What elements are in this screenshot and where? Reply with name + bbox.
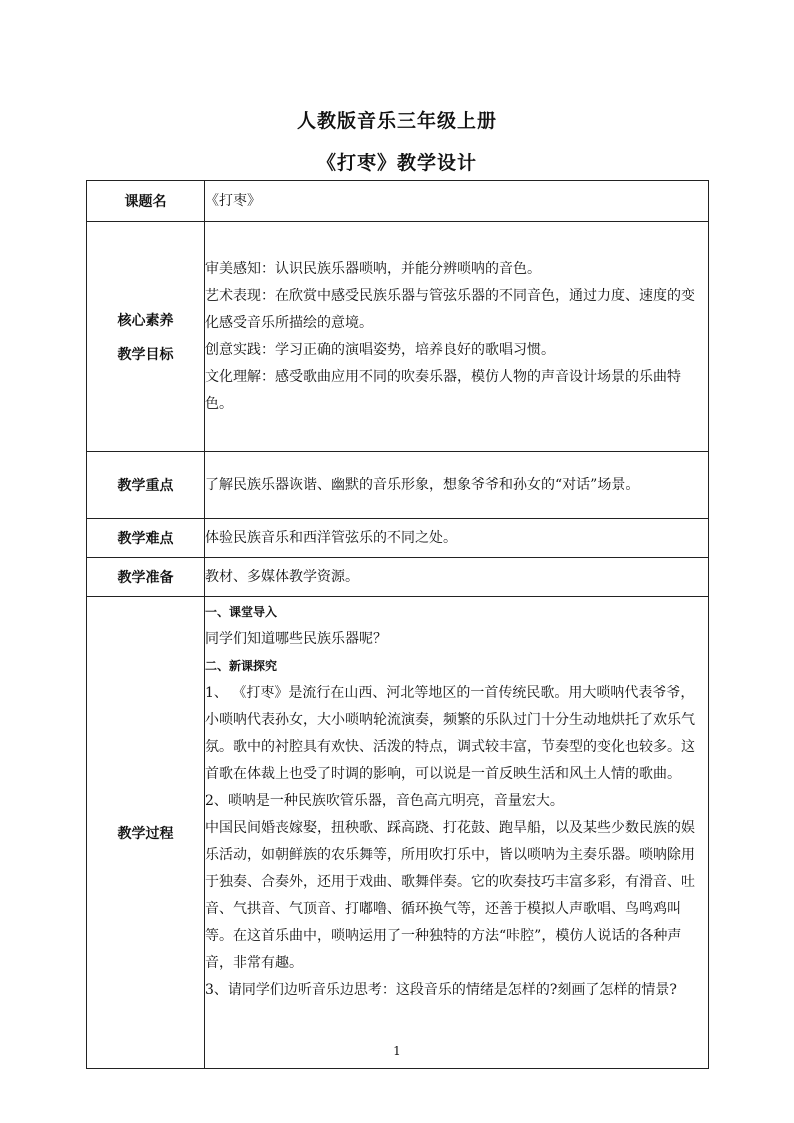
goals-label-line1: 核心素养 [117, 312, 174, 329]
process-item-2-detail: 中国民间婚丧嫁娶，扭秧歌、踩高跷、打花鼓、跑旱船，以及某些少数民族的娱乐活动，如朝鲜族的农乐舞等，所用吹打乐中，皆以唢呐为主奏乐器。唢呐除用于独奏、合奏外，还用于戏曲、歌舞伴奏。它的吹奏技巧丰富多彩，有滑音、吐音、气拱音、气顶音、打嘟噜、循环换气等，还善于模拟人声歌唱、鸟鸣鸡叫等。在这首乐曲中，唢呐运用了一种独特的方法“咔腔”，模仿人说话的各种声音，非常有趣。 [205, 820, 695, 971]
table-row-process [87, 597, 709, 1069]
preparation-label: 教学准备 [87, 558, 205, 597]
table-row-difficulties [87, 519, 709, 558]
process-item-3: 3、请同学们边听音乐边思考：这段音乐的情绪是怎样的?刻画了怎样的情景? [205, 982, 677, 998]
lesson-plan-table [86, 180, 709, 1069]
process-heading-intro: 一、课堂导入 [205, 605, 278, 619]
goals-content [205, 222, 709, 452]
goal-expression: 艺术表现：在欣赏中感受民族乐器与管弦乐器的不同音色，通过力度、速度的变化感受音乐所描绘的意境。 [205, 287, 695, 331]
process-heading-explore: 二、新课探究 [205, 659, 278, 673]
document-subtitle: 《打枣》教学设计 [316, 152, 477, 174]
preparation-value: 教材、多媒体教学资源。 [205, 558, 709, 597]
page-number: 1 [393, 1044, 401, 1058]
topic-value: 《打枣》 [205, 181, 709, 222]
process-content [205, 597, 709, 1069]
goal-creative: 创意实践：学习正确的演唱姿势，培养良好的歌唱习惯。 [205, 341, 555, 358]
goals-label-line2: 教学目标 [117, 346, 174, 363]
difficulties-label: 教学难点 [87, 519, 205, 558]
table-row-goals [87, 222, 709, 452]
topic-label: 课题名 [87, 181, 205, 222]
process-label: 教学过程 [87, 597, 205, 1069]
goals-label [87, 222, 205, 452]
process-item-2: 2、唢呐是一种民族吹管乐器，音色高亢明亮，音量宏大。 [205, 793, 564, 809]
process-item-1: 1、 《打枣》是流行在山西、河北等地区的一首传统民歌。用大唢呐代表爷爷，小唢呐代表孙女，大小唢呐轮流演奏，频繁的乐队过门十分生动地烘托了欢乐气氛。歌中的衬腔具有欢快、活泼的特点，调式较丰富，节奏型的变化也较多。这首歌在体裁上也受了时调的影响，可以说是一首反映生活和风土人情的歌曲。 [205, 685, 695, 782]
table-row-preparation [87, 558, 709, 597]
goal-aesthetic: 审美感知：认识民族乐器唢呐，并能分辨唢呐的音色。 [205, 260, 541, 277]
goal-culture: 文化理解：感受歌曲应用不同的吹奏乐器，模仿人物的声音设计场景的乐曲特色。 [205, 368, 681, 412]
table-row-topic [87, 181, 709, 222]
document-title: 人教版音乐三年级上册 [296, 110, 497, 132]
key-points-value: 了解民族乐器诙谐、幽默的音乐形象，想象爷爷和孙女的“对话”场景。 [205, 452, 709, 519]
process-intro-question: 同学们知道哪些民族乐器呢？ [205, 631, 387, 647]
key-points-label: 教学重点 [87, 452, 205, 519]
difficulties-value: 体验民族音乐和西洋管弦乐的不同之处。 [205, 519, 709, 558]
table-row-key-points [87, 452, 709, 519]
